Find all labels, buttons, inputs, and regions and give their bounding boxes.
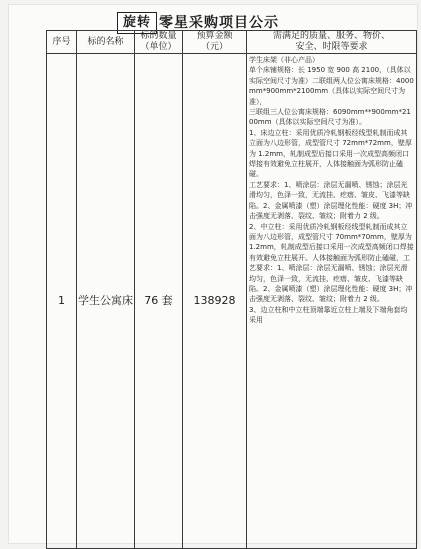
row-requirements: 学生床架（非心产品） 单个床铺规格：长 1950 宽 900 高 2100，（具体以实际空间尺寸为准）二联组两人位公寓床规格：4000mm*900mm*2100mm（具体以实际空间尺寸为准）， 三联组三人位公寓床规格：6090mm**900mm*2100mm（具体以实际空间尺寸为准）。 1、床边立柱：采用优质冷轧钢板经线型轧制而成其立面为八边形管，成型管尺寸 72mm*72mm，壁厚为 1.2mm，轧制成型后接口采用一次成型高频闭口焊接有效避免立柱展开，人体接触面为弧形防止磕碰。 工艺要求：1、喷涂层：涂层无漏喷、锈蚀；涂层光滑均匀，色泽一致，无流挂、疙瘩、皱皮、飞漆等缺陷。2、金属喷漆（塑）涂层理化性能：硬度 3H；冲击强度无剥落、裂纹、皱纹；附着力 2 级。 2、中立柱：采用优质冷轧钢板经线型轧制而成其立面为八边形管，成型管尺寸 70mm*70mm，壁厚为 1.2mm，轧制成型后接口采用一次成型高频闭口焊接有效避免立柱展开。人体接触面为弧形防止磕碰，工艺要求：1、喷涂层：涂层无漏喷、锈蚀；涂层光滑均匀，色泽一致，无流挂、疙瘩、皱皮、飞漆等缺陷。2、金属喷漆（塑）涂层理化性能：硬度 3H；冲击强度无剥落、裂纹、皱纹；附着力 2 级。 3、边立柱和中立柱顶端靠近立柱上端及下端角套均采用 xyxy=(249,56,414,325)
row-name: 学生公寓床 xyxy=(77,54,135,549)
header-requirements: 需满足的质量、服务、物价、 安全、时限等要求 xyxy=(247,31,417,54)
header-index: 序号 xyxy=(47,31,77,54)
table-header-row xyxy=(47,31,417,54)
header-name: 标的名称 xyxy=(77,31,135,54)
row-index: 1 xyxy=(47,54,77,549)
row-requirements-cell xyxy=(247,54,417,549)
row-budget: 138928 xyxy=(183,54,247,549)
procurement-table xyxy=(46,30,417,549)
page-title: 零星采购项目公示 xyxy=(159,15,279,31)
table-row xyxy=(47,54,417,549)
header-quantity: 标的数量 （单位） xyxy=(135,31,183,54)
row-quantity: 76 套 xyxy=(135,54,183,549)
header-budget: 预算金额 （元） xyxy=(183,31,247,54)
rotate-stamp: 旋转 xyxy=(117,12,157,34)
